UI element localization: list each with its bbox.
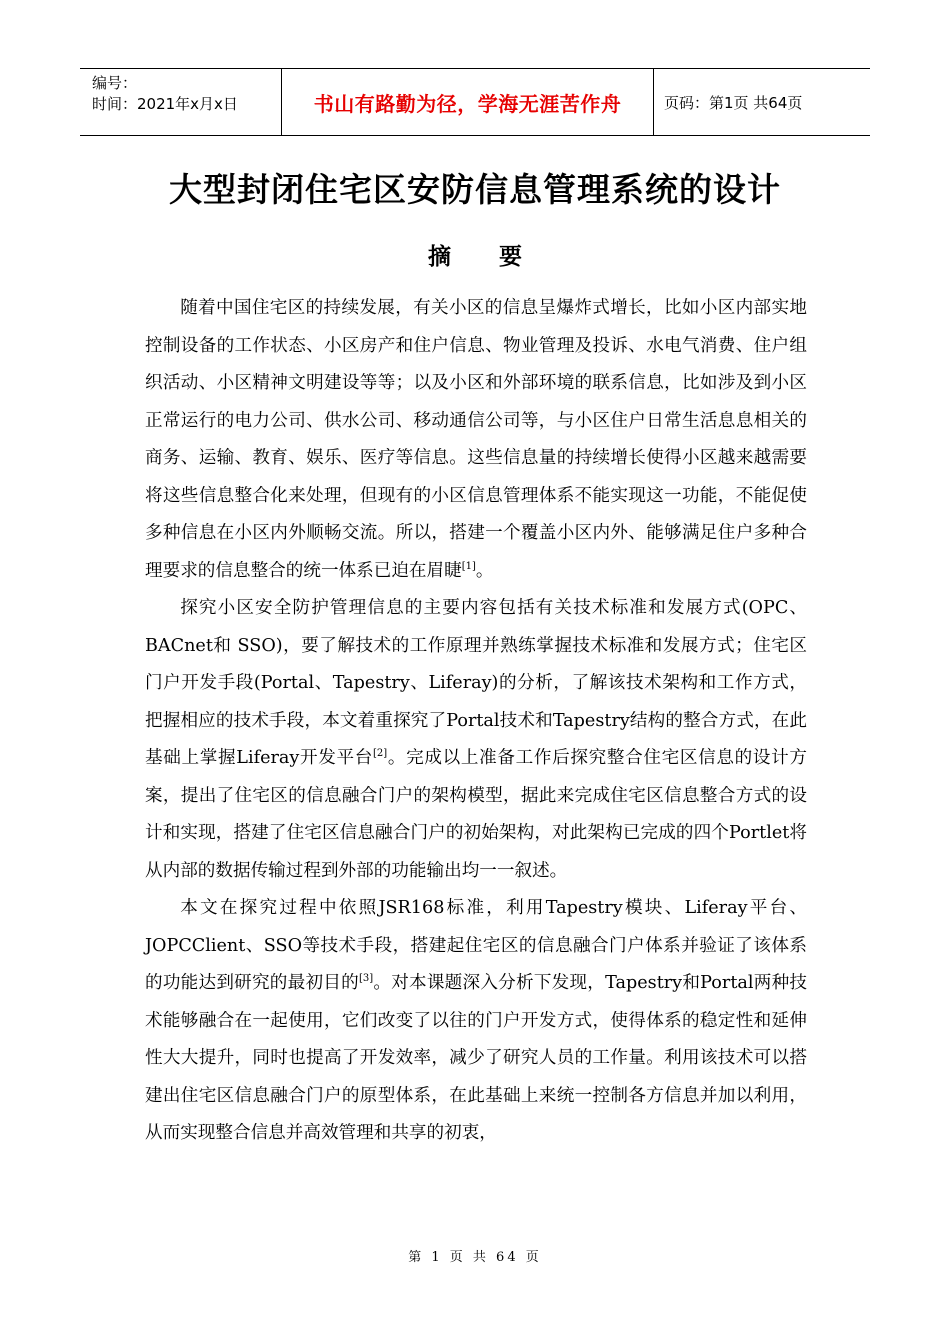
header-motto: 书山有路勤为径，学海无涯苦作舟 — [282, 69, 654, 135]
citation-ref: [2] — [373, 748, 388, 760]
paragraph: 本文在探究过程中依照JSR168标准，利用Tapestry模块、Liferay平台、JOPCClient、SSO等技术手段，搭建起住宅区的信息融合门户体系并验证了该体系的功能达到研究的最初目的[3]。对本课题深入分析下发现，Tapestry和Portal两种技术能够融合在一起使用，它们改变了以往的门户开发方式，使得体系的稳定性和延伸性大大提升，同时也提高了开发效率，减少了研究人员的工作量。利用该技术可以搭建出住宅区信息融合门户的原型体系，在此基础上来统一控制各方信息并加以利用，从而实现整合信息并高效管理和共享的初衷， — [145, 898, 807, 1143]
citation-ref: [3] — [358, 973, 374, 985]
citation-ref: [1] — [461, 560, 476, 572]
paragraph: 探究小区安全防护管理信息的主要内容包括有关技术标准和发展方式(OPC、BACnet和 SSO)，要了解技术的工作原理并熟练掌握技术标准和发展方式；住宅区门户开发手段(Portal、Tapestry、Liferay)的分析，了解该技术架构和工作方式，把握相应的技术手段，本文着重探究了Portal技术和Tapestry结构的整合方式，在此基础上掌握Liferay开发平台[2]。完成以上准备工作后探究整合住宅区信息的设计方案，提出了住宅区的信息融合门户的架构模型，据此来完成住宅区信息整合方式的设计和实现，搭建了住宅区信息融合门户的初始架构，对此架构已完成的四个Portlet将从内部的数据传输过程到外部的功能输出均一一叙述。 — [145, 598, 807, 881]
header-meta-cell — [80, 69, 282, 135]
document-title: 大型封闭住宅区安防信息管理系统的设计 — [169, 170, 781, 209]
abstract-heading: 摘要 — [428, 244, 570, 270]
document-header — [80, 68, 870, 136]
time-label: 时间：2021年x月x日 — [92, 95, 238, 113]
page-footer: 第 1 页 共 64 页 — [408, 1250, 542, 1265]
number-label: 编号： — [92, 74, 138, 92]
paragraph: 随着中国住宅区的持续发展，有关小区的信息呈爆炸式增长，比如小区内部实地控制设备的工作状态、小区房产和住户信息、物业管理及投诉、水电气消费、住户组织活动、小区精神文明建设等等；以及小区和外部环境的联系信息，比如涉及到小区正常运行的电力公司、供水公司、移动通信公司等，与小区住户日常生活息息相关的商务、运输、教育、娱乐、医疗等信息。这些信息量的持续增长使得小区越来越需要将这些信息整合化来处理，但现有的小区信息管理体系不能实现这一功能，不能促使多种信息在小区内外顺畅交流。所以，搭建一个覆盖小区内外、能够满足住户多种合理要求的信息整合的统一体系已迫在眉睫[1]。 — [145, 298, 807, 581]
abstract-body — [145, 290, 807, 1153]
header-page-info: 页码：第1页 共64页 — [664, 93, 803, 112]
